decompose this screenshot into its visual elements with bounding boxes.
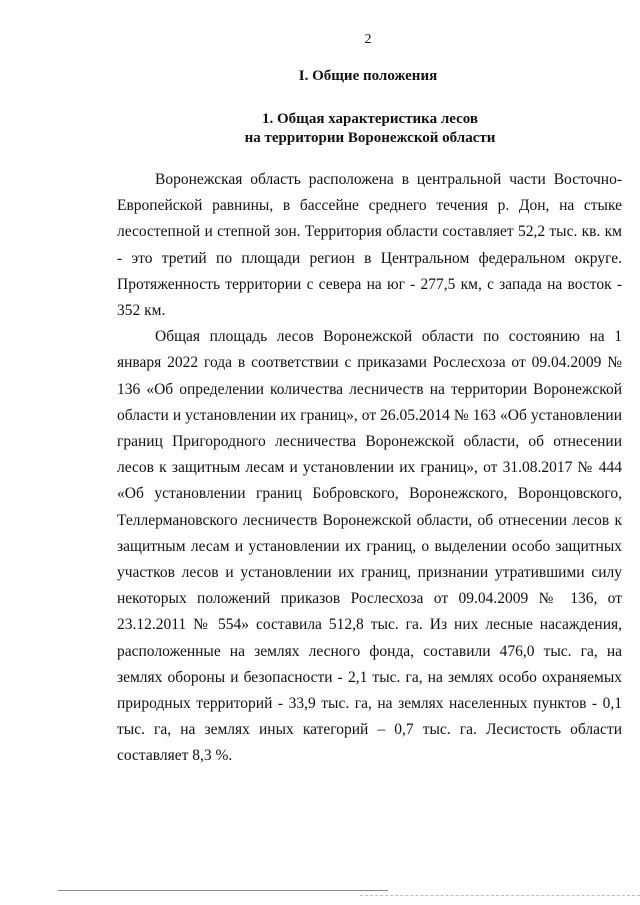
page-number: 2 — [364, 32, 372, 47]
paragraph-forest-area: Общая площадь лесов Воронежской области по состоянию на 1 января 2022 года в соответствии с приказами Рослесхоза от 09.04.2009 № 136 «Об определении количества лесничеств на территории Воронежской области и установлении их границ», от 26.05.2014 № 163 «Об установлении границ Пригородного лесничества Воронежской области, об отнесении лесов к защитным лесам и установлении их границ», от 31.08.2017 № 444 «Об установлении границ Бобровского, Воронежского, Воронцовского, Теллермановского лесничеств Воронежской области, об отнесении лесов к защитным лесам и установлении их границ, о выделении особо защитных участков лесов и установлении их границ, признании утратившими силу некоторых положений приказов Рослесхоза от 09.04.2009 № 136, от 23.12.2011 № 554» составила 512,8 тыс. га. Из них лесные насаждения, расположенные на землях лесного фонда, составили 476,0 тыс. га, на землях обороны и безопасности - 2,1 тыс. га, на землях особо охраняемых природных территорий - 33,9 тыс. га, на землях населенных пунктов - 0,1 тыс. га, на землях иных категорий – 0,7 тыс. га. Лесистость области составляет 8,3 %. — [117, 328, 622, 765]
subsection-title — [120, 110, 620, 148]
subsection-title-line-1: 1. Общая характеристика лесов — [262, 111, 478, 127]
section-title: I. Общие положения — [298, 68, 438, 84]
footer-scan-artifact-line — [360, 895, 640, 896]
footer-divider-line — [58, 890, 388, 891]
body-text — [117, 167, 622, 770]
paragraph-territory: Воронежская область расположена в центральной части Восточно-Европейской равнины, в бассейне среднего течения р. Дон, на стыке лесостепной и степной зон. Территория области составляет 52,2 тыс. кв. км - это третий по площади регион в Центральном федеральном округе. Протяженность территории с севера на юг - 277,5 км, с запада на восток - 352 км. — [117, 171, 622, 320]
subsection-title-line-2: на территории Воронежской области — [244, 130, 496, 146]
